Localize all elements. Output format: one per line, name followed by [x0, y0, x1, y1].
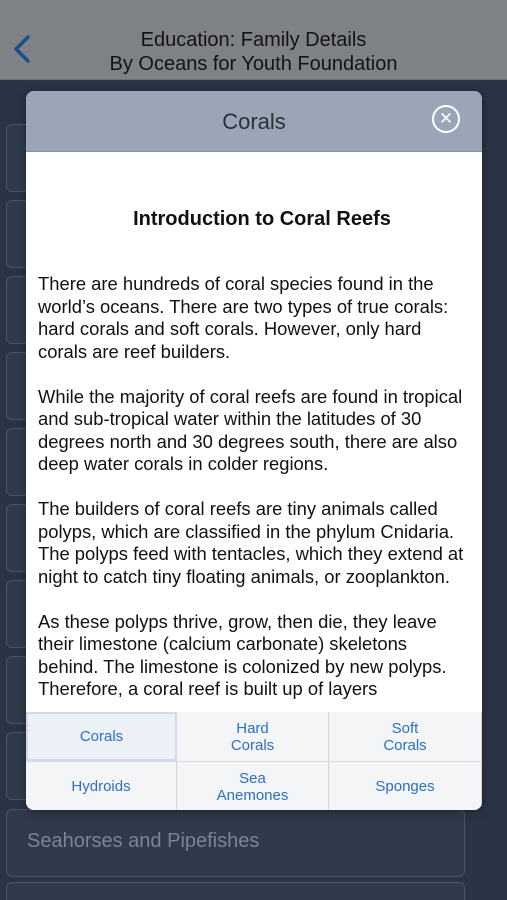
modal-header [26, 91, 482, 152]
tab-sponges[interactable] [329, 762, 482, 810]
tab-sea-anemones[interactable] [177, 762, 329, 810]
tab-label: Hard Corals [230, 719, 275, 754]
back-button[interactable] [10, 34, 40, 70]
page-title-line-2: By Oceans for Youth Foundation [109, 53, 398, 75]
tab-label: Corals [79, 728, 124, 745]
tab-soft-corals[interactable] [329, 712, 482, 761]
tab-label: Hydroids [71, 778, 131, 795]
modal-title: Corals [222, 109, 286, 134]
navigation-bar [0, 0, 507, 80]
article-content[interactable] [26, 152, 482, 712]
chevron-left-icon [10, 34, 40, 64]
list-item-seahorses[interactable] [6, 809, 465, 877]
close-icon: ✕ [438, 109, 454, 129]
list-item-label: Seahorses and Pipefishes [27, 830, 260, 852]
close-button[interactable] [432, 105, 460, 133]
article-paragraph-1: There are hundreds of coral species found in the world’s oceans. There are two types of true corals: hard corals and soft corals. However, only hard corals are reef builders. [38, 273, 449, 362]
tab-label: Sea Anemones [216, 769, 289, 804]
tab-label: Soft Corals [383, 719, 427, 754]
list-item[interactable] [6, 882, 465, 900]
article-paragraph-3: The builders of coral reefs are tiny animals called polyps, which are classified in the phylum Cnidaria. The polyps feed with tentacles, which they extend at night to catch tiny floating animals, or zooplankton. [38, 498, 464, 587]
tab-corals[interactable] [26, 712, 177, 761]
tab-label: Sponges [375, 778, 435, 795]
page-title-line-1: Education: Family Details [140, 29, 367, 51]
corals-modal [26, 91, 482, 810]
tab-hydroids[interactable] [26, 762, 177, 810]
page-title [60, 28, 447, 76]
article-paragraph-4: As these polyps thrive, grow, then die, they leave their limestone (calcium carbonate) skeletons behind. The limestone is colonized by new polyps. Therefore, a coral reef is built up of layers [38, 610, 447, 699]
tab-hard-corals[interactable] [177, 712, 329, 761]
coral-category-tabs [26, 712, 482, 810]
article-heading: Introduction to Coral Reefs [133, 208, 391, 230]
article-paragraph-2: While the majority of coral reefs are found in tropical and sub-tropical water within the latitudes of 30 degrees north and 30 degrees south, there are also deep water corals in colder regions. [38, 385, 463, 474]
